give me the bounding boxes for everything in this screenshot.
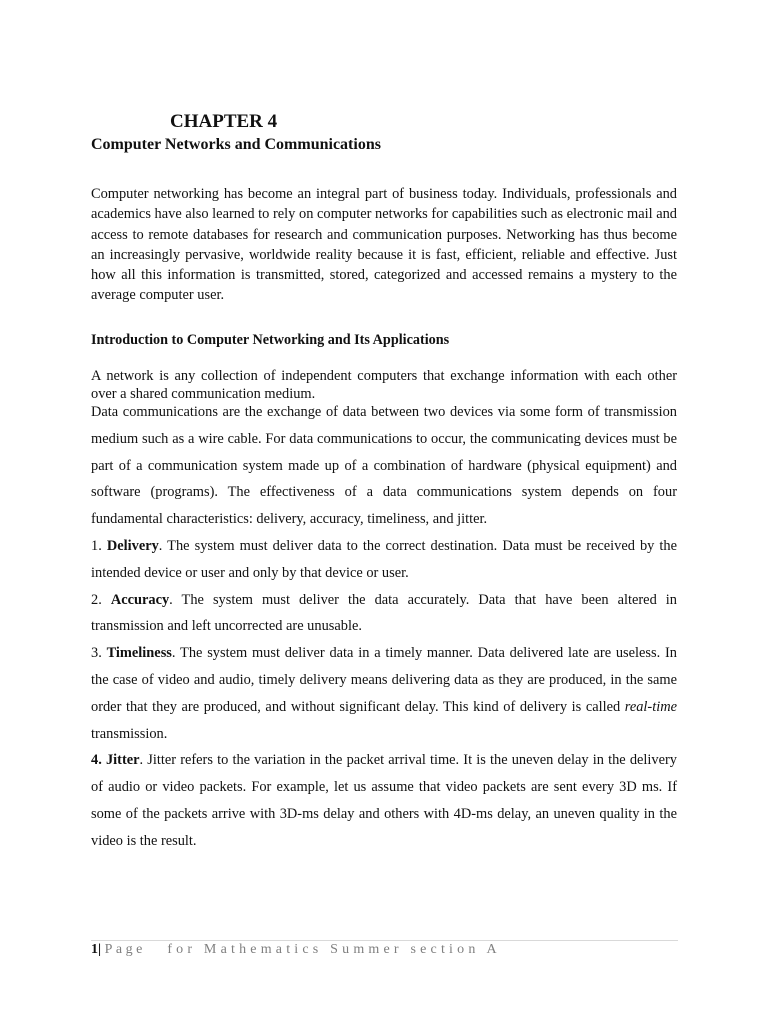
item-term: Jitter — [105, 752, 140, 769]
item-text: . The system must deliver data in a timely manner. Data delivered late are useless. In the case of video and audio, timely delivery means delivering data as they are produced, in the same order that they are produced, and without significant delay. This kind of delivery is called — [91, 645, 678, 715]
page-separator: | — [98, 942, 102, 957]
item-term: Delivery — [106, 537, 159, 554]
item-text: . The system must deliver data to the correct destination. Data must be received by the intended device or user and only by that device or user. — [91, 537, 677, 581]
chapter-number: CHAPTER 4 — [170, 111, 278, 132]
item-term: Accuracy — [110, 591, 170, 608]
characteristic-timeliness — [91, 640, 677, 747]
page-footer — [91, 942, 501, 958]
item-number: 2. — [91, 591, 111, 608]
item-number: 1. — [91, 537, 107, 554]
item-term: Timeliness — [106, 645, 172, 662]
footer-text: for Mathematics Summer section A — [167, 942, 501, 957]
item-italic-term: real-time — [624, 698, 677, 715]
intro-paragraph: Computer networking has become an integral part of business today. Individuals, professionals and academics have also learned to rely on computer networks for capabilities such as electronic mail and access to remote databases for research and communication purposes. Networking has thus become an increasingly pervasive, worldwide reality because it is fast, efficient, reliable and effective. Just how all this information is transmitted, stored, categorized and accessed remains a mystery to the average computer user. — [91, 186, 677, 304]
footer-divider — [91, 940, 678, 941]
characteristic-accuracy — [91, 587, 677, 641]
page-number: 1 — [91, 942, 98, 957]
item-text: . Jitter refers to the variation in the packet arrival time. It is the uneven delay in the delivery of audio or video packets. For example, let us assume that video packets are sent every 3D ms. If some of the packets arrive with 3D-ms delay and others with 4D-ms delay, an uneven quality in the video is the result. — [91, 752, 678, 849]
characteristic-delivery — [91, 533, 677, 587]
section-heading: Introduction to Computer Networking and Its Applications — [91, 332, 450, 348]
item-number: 4. — [91, 752, 106, 769]
item-text-after: transmission. — [91, 725, 168, 742]
item-number: 3. — [91, 645, 107, 662]
page-label: Page — [104, 942, 146, 957]
data-communications-paragraph: Data communications are the exchange of data between two devices via some form of transmission medium such as a wire cable. For data communications to occur, the communicating devices must be part of a communication system made up of a combination of hardware (physical equipment) and software (programs). The effectiveness of a data communications system depends on four fundamental characteristics: delivery, accuracy, timeliness, and jitter. — [91, 404, 677, 528]
characteristic-jitter — [91, 747, 677, 854]
body-text — [91, 399, 677, 855]
item-text: . The system must deliver the data accurately. Data that have been altered in transmission and left uncorrected are unusable. — [91, 591, 677, 635]
chapter-title: Computer Networks and Communications — [91, 136, 381, 153]
network-definition: A network is any collection of independent computers that exchange information with each other over a shared communication medium. — [91, 368, 677, 402]
